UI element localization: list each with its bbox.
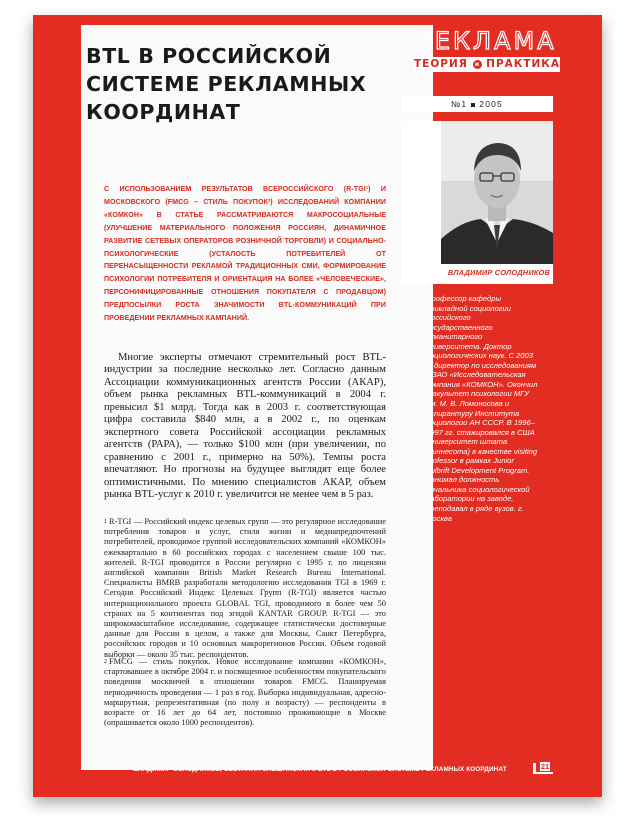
article-title — [86, 42, 386, 126]
issue-number: №1 — [451, 99, 468, 109]
title-line-1: BTL В РОССИЙСКОЙ — [86, 44, 332, 68]
title-line-3: КООРДИНАТ — [86, 100, 241, 124]
logo-subtitle — [414, 57, 560, 72]
logo-subtitle-left: ТЕОРИЯ — [414, 58, 468, 70]
author-bio: Профессор кафедры прикладной социологии Российского государственного гуманитарного университета. Доктор социологических наук. С 2003 г. директор по исследованиям в ЗАО «Исследовательская компания «КОМКОН». Окончил факультет психологии МГУ им. М. В. Ломоносова и аспирантуру Института социологии АН СССР. В 1996–1997 гг. стажировался в США (университет штата Миннесота) в качестве visiting professor в рамках Junior Fulbrift Development Program. Занимал должность начальника социологической лаборатории на заводе, преподавал в ряде вузов. г. Москва — [426, 294, 538, 523]
page-number — [537, 760, 553, 774]
footnote-1-text: R-TGI — Российский индекс целевых групп — это регулярное исследование потребления товаров и услуг, стиля жизни и медиапредпочтений потребителей, проводимое группой исследовательских компаний «КОМКОН» ежеквартально в 60 российских городах с населением свыше 100 тыс. жителей. R-TGI проводится в России регулярно с 1995 г. по лицензии английской компании British Market Research Bureau International. Специалисты BMRB разработали методологию исследования TGI в 1969 г. Сегодня Российский Индекс Целевых Групп (R-TGI) является частью интернационального проекта GLOBAL TGI, проводимого в более чем 50 странах на 5 континентах под эгидой KANTAR GROUP. R-TGI — это широкомасштабное исследование, содержащее статистически достоверные данные для России в целом, а также для Москвы, Санкт Петербурга, российских городов и 10 основных макрорегионов России. Объем годовой выборки — около 35 тыс. респондентов. — [104, 517, 386, 659]
author-photo — [441, 121, 553, 264]
logo-dot: и — [473, 60, 482, 69]
footnote-2 — [104, 657, 386, 728]
footnote-2-mark: 2 — [104, 659, 107, 665]
footnote-1-mark: 1 — [104, 519, 107, 525]
magazine-logo — [412, 27, 562, 75]
title-line-2: СИСТЕМЕ РЕКЛАМНЫХ — [86, 72, 367, 96]
logo-subtitle-right: ПРАКТИКА — [486, 58, 561, 70]
issue-label — [401, 96, 553, 112]
article-lead: С ИСПОЛЬЗОВАНИЕМ РЕЗУЛЬТАТОВ ВСЕРОССИЙСКОГО (R-TGI¹) И МОСКОВСКОГО (FMCG – СТИЛЬ ПОКУПОК²) ИССЛЕДОВАНИЙ КОМПАНИИ «КОМКОН» В СТАТЬЕ РАССМАТРИВАЮТСЯ МАКРОСОЦИАЛЬНЫЕ (УЛУЧШЕНИЕ МАТЕРИАЛЬНОГО ПОЛОЖЕНИЯ РОССИЯН, ДИНАМИЧНОЕ РАЗВИТИЕ СЕТЕВЫХ ОПЕРАТОРОВ РОЗНИЧНОЙ ТОРГОВЛИ) И СОЦИАЛЬНО-ПСИХОЛОГИЧЕСКИЕ (УСТАЛОСТЬ ПОТРЕБИТЕЛЕЙ ОТ ПЕРЕНАСЫЩЕННОСТИ РЕКЛАМОЙ ТРАДИЦИОННЫХ СМИ, ФОРМИРОВАНИЕ ПСИХОЛОГИИ ПОТРЕБИТЕЛЯ И ОРИЕНТАЦИЯ НА БОЛЕЕ «ЧЕЛОВЕЧЕСКИЕ», ПЕРСОНИФИЦИРОВАННЫЕ ОТНОШЕНИЯ ПОКУПАТЕЛЯ С ПРОДАВЦОМ) ПРЕДПОСЫЛКИ РОСТА ЗНАЧИМОСТИ BTL-КОММУНИКАЦИЙ ПРИ ПРОВЕДЕНИИ РЕКЛАМНЫХ КАМПАНИЙ. — [104, 185, 386, 323]
author-name: ВЛАДИМИР СОЛОДНИКОВ — [447, 268, 550, 277]
footnote-2-text: FMCG — стиль покупок. Новое исследование компании «КОМКОН», стартовавшее в октябре 2004 г. и посвященное особенностям покупательского поведения москвичей в отношении товаров FMCG. Планируемая периодичность проведения — 1 раз в год. Выборка индивидуальная, адресно-маршрутная, репрезентативная (по полу и возрасту) — респонденты в возрасте от 16 лет до 64 лет, постоянно проживающие в Москве (опрашивается около 1000 респондентов). — [104, 657, 386, 728]
page-number-text: 21 — [540, 762, 550, 771]
footnote-1 — [104, 517, 386, 660]
logo-word: РЕКЛАМА — [417, 27, 557, 55]
issue-year: 2005 — [479, 99, 503, 109]
article-body: Многие эксперты отмечают стремительный рост BTL-индустрии за последние несколько лет. Согласно данным Ассоциации коммуникационных агентств России (АКАР), объем рынка рекламных BTL-коммуникаций в 2004 г. превысил $1 млрд. Тогда как в 2003 г. соответствующая цифра составила $840 млн, а в 2002 г., по оценкам экспертного совета Российской ассоциации рекламных агентств (РАРА), — только $100 млн (при увеличении, по сравнению с 2001 г., примерно на 50%). Темпы роста впечатляют. Но прогнозы на будущее выглядят еще более оптимистичными. По мнению специалистов АКАР, объем рынка BTL-услуг к 2010 г. увеличится не менее чем в 5 раз. — [104, 352, 386, 500]
square-separator-icon — [471, 103, 475, 107]
page-footer: ВЛАДИМИР СОЛОДНИКОВ, СВЕТЛАНА ОЛЬШАНСКАЯ ■ BTL В РОССИЙСКОЙ СИСТЕМЕ РЕКЛАМНЫХ КООРДИНАТ — [133, 766, 507, 773]
